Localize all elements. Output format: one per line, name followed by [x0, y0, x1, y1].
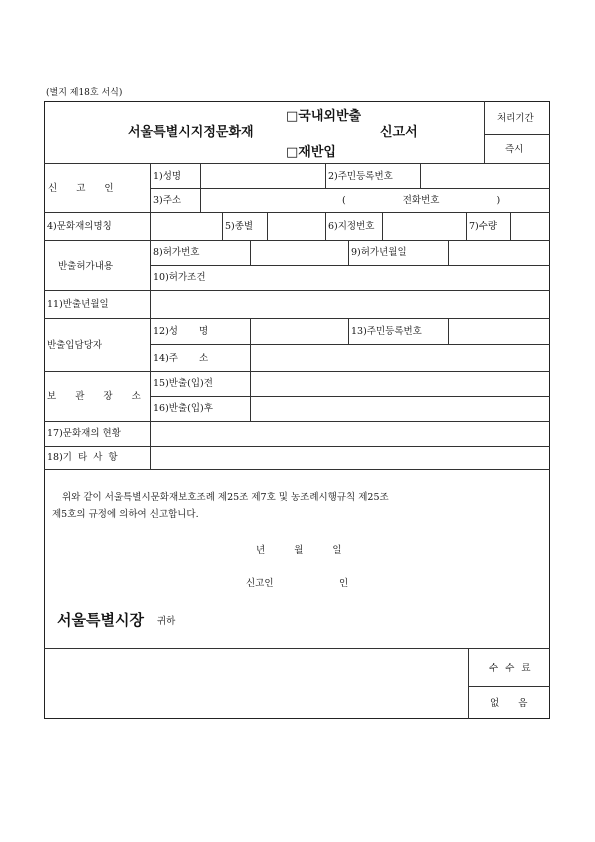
handler-address-label: 14)주 소	[153, 353, 209, 364]
form-title: 서울특별시지정문화재	[128, 125, 254, 140]
quantity-label: 7)수량	[469, 221, 498, 232]
permit-date-label: 9)허가년월일	[351, 247, 407, 258]
form-reference: (별지 제18호 서식)	[46, 88, 123, 98]
handler-label: 반출입담당자	[47, 340, 103, 351]
asset-name-label: 4)문화재의명칭	[47, 221, 112, 232]
form-title-suffix: 신고서	[380, 125, 418, 140]
fee-value: 없 음	[490, 698, 528, 709]
other-items-label: 18)기 타 사 항	[47, 452, 118, 463]
address-label: 3)주소	[153, 195, 182, 206]
resident-number-label: 2)주민등록번호	[328, 171, 393, 182]
handler-name-label: 12)성 명	[153, 326, 209, 337]
processing-period-value: 즉시	[505, 144, 524, 155]
name-label: 1)성명	[153, 171, 182, 182]
addressee: 서울특별시장	[57, 611, 144, 629]
designation-number-label: 6)지정번호	[328, 221, 375, 232]
report-date: 년 월 일	[256, 545, 342, 556]
fee-label: 수 수 료	[489, 663, 531, 674]
asset-status-label: 17)문화재의 현황	[47, 428, 121, 439]
storage-location-label: 보 관 장 소	[47, 391, 149, 402]
option-reimport[interactable]: □재반입	[286, 145, 336, 160]
option-domestic-foreign-export[interactable]: □국내외반출	[286, 109, 362, 124]
handler-resident-number-label: 13)주민등록번호	[351, 326, 422, 337]
honorific: 귀하	[157, 616, 176, 627]
seal-mark: 인	[339, 578, 349, 589]
statement-line-1: 위와 같이 서울특별시문화재보호조례 제25조 제7호 및 농조례시행규칙 제25조	[62, 492, 389, 503]
processing-period-label: 처리기간	[497, 113, 534, 124]
kind-label: 5)종별	[225, 221, 254, 232]
permit-content-label: 반출허가내용	[58, 261, 114, 272]
reporter-signature-label: 신고인	[246, 578, 274, 589]
export-date-label: 11)반출년월일	[47, 299, 109, 310]
permit-condition-label: 10)허가조건	[153, 272, 206, 283]
storage-before-label: 15)반출(입)전	[153, 378, 213, 389]
phone-label: ( 전화번호 )	[342, 195, 501, 206]
statement-line-2: 제5호의 규정에 의하여 신고합니다.	[52, 509, 199, 520]
storage-after-label: 16)반출(입)후	[153, 403, 213, 414]
permit-number-label: 8)허가번호	[153, 247, 200, 258]
reporter-label: 신 고 인	[48, 183, 122, 194]
